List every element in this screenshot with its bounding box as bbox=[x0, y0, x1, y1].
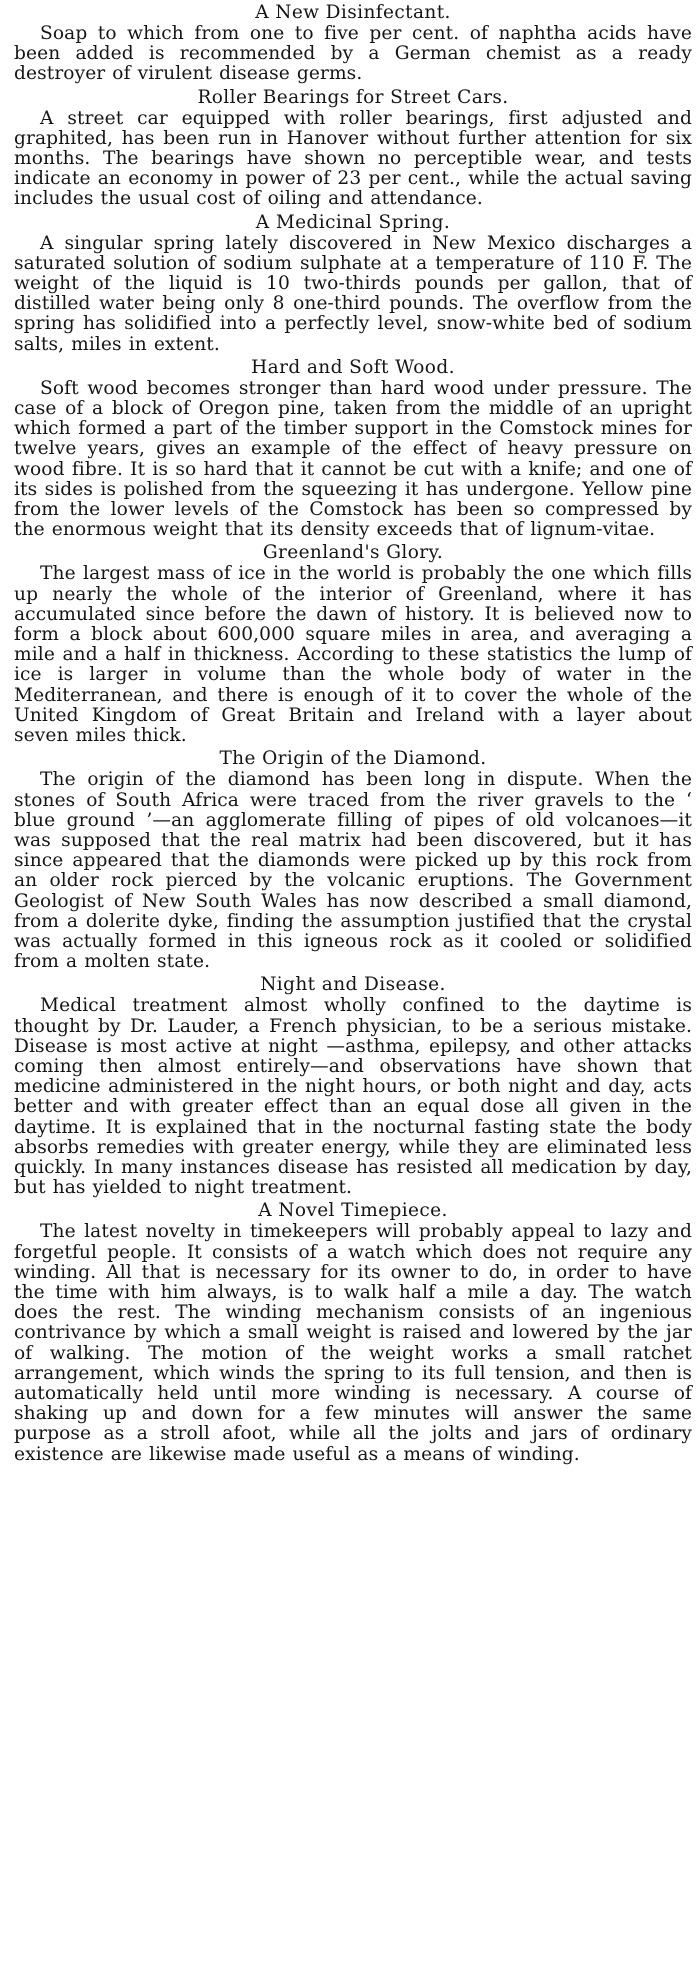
article-headline: Hard and Soft Wood. bbox=[251, 356, 455, 378]
article-headline: The Origin of the Diamond. bbox=[219, 748, 487, 770]
article-greenlands-glory bbox=[14, 540, 692, 746]
article-headline: A Medicinal Spring. bbox=[255, 211, 451, 233]
article-novel-timepiece bbox=[14, 1198, 692, 1464]
article-body: A street car equipped with roller bearings, first adjusted and graphited, has been run in Hanover without further attention for six months. The bearings have shown no perceptible wear, and tests indicate an economy in power of 23 per cent., while the actual saving includes the usual cost of oiling and attendance. bbox=[14, 107, 692, 210]
article-body: Soap to which from one to five per cent. of naphtha acids have been added is recommended by a German chemist as a ready destroyer of virulent disease germs. bbox=[14, 23, 692, 85]
article-origin-of-diamond bbox=[14, 746, 692, 972]
article-new-disinfectant bbox=[14, 0, 692, 85]
article-night-and-disease bbox=[14, 972, 692, 1198]
article-medicinal-spring bbox=[14, 210, 692, 355]
article-body: The latest novelty in timekeepers will probably appeal to lazy and forgetful people. It consists of a watch which does not require any winding. All that is necessary for its owner to do, in order to have the time with him always, is to walk half a mile a day. The watch does the rest. The winding mechanism consists of an ingenious contrivance by which a small weight is raised and lowered by the jar of walking. The motion of the weight works a small ratchet arrangement, which winds the spring to its full tension, and then is automatically held until more winding is necessary. A course of shaking up and down for a few minutes will answer the same purpose as a stroll afoot, while all the jolts and jars of ordinary existence are likewise made useful as a means of winding. bbox=[14, 1221, 692, 1465]
article-headline: A New Disinfectant. bbox=[255, 2, 451, 23]
article-roller-bearings bbox=[14, 85, 692, 210]
article-body: The origin of the diamond has been long in dispute. When the stones of South Africa were traced from the river gravels to the ‘ blue ground ’—an agglomerate filling of pipes of old volcanoes—it was supposed that the real matrix had been discovered, but it has since appeared that the diamonds were picked up by this rock from an older rock pierced by the volcanic eruptions. The Government Geologist of New South Wales has now described a small diamond, from a dolerite dyke, finding the assumption justified that the crystal was actually formed in this igneous rock as it cooled or solidified from a molten state. bbox=[14, 769, 692, 973]
article-hard-soft-wood bbox=[14, 355, 692, 541]
article-headline: Greenland's Glory. bbox=[262, 542, 444, 564]
article-headline: Roller Bearings for Street Cars. bbox=[197, 86, 509, 108]
article-headline: Night and Disease. bbox=[260, 974, 446, 996]
article-body: Soft wood becomes stronger than hard wood under pressure. The case of a block of Oregon pine, taken from the middle of an upright which formed a part of the timber support in the Comstock mines for twelve years, gives an example of the effect of heavy pressure on wood fibre. It is so hard that it cannot be cut with a knife; and one of its sides is polished from the squeezing it has undergone. Yellow pine from the lower levels of the Comstock has been so compressed by the enormous weight that its density exceeds that of lignum-vitae. bbox=[14, 377, 692, 541]
article-body: The largest mass of ice in the world is probably the one which fills up nearly the whole of the interior of Greenland, where it has accumulated since before the dawn of history. It is believed now to form a block about 600,000 square miles in area, and averaging a mile and a half in thickness. According to these statistics the lump of ice is larger in volume than the whole body of water in the Mediterranean, and there is enough of it to cover the whole of the United Kingdom of Great Britain and Ireland with a layer about seven miles thick. bbox=[14, 563, 692, 747]
article-body: Medical treatment almost wholly confined to the daytime is thought by Dr. Lauder, a French physician, to be a serious mistake. Disease is most active at night —asthma, epilepsy, and other attacks coming then almost entirely—and observations have shown that medicine administered in the night hours, or both night and day, acts better and with greater effect than an equal dose all given in the daytime. It is explained that in the nocturnal fasting state the body absorbs remedies with greater energy, while they are eliminated less quickly. In many instances disease has resisted all medication by day, but has yielded to night treatment. bbox=[14, 995, 692, 1199]
article-headline: A Novel Timepiece. bbox=[258, 1200, 448, 1222]
article-body: A singular spring lately discovered in New Mexico discharges a saturated solution of sodium sulphate at a temperature of 110 F. The weight of the liquid is 10 two-thirds pounds per gallon, that of distilled water being only 8 one-third pounds. The overflow from the spring has solidified into a perfectly level, snow-white bed of sodium salts, miles in extent. bbox=[14, 232, 692, 355]
